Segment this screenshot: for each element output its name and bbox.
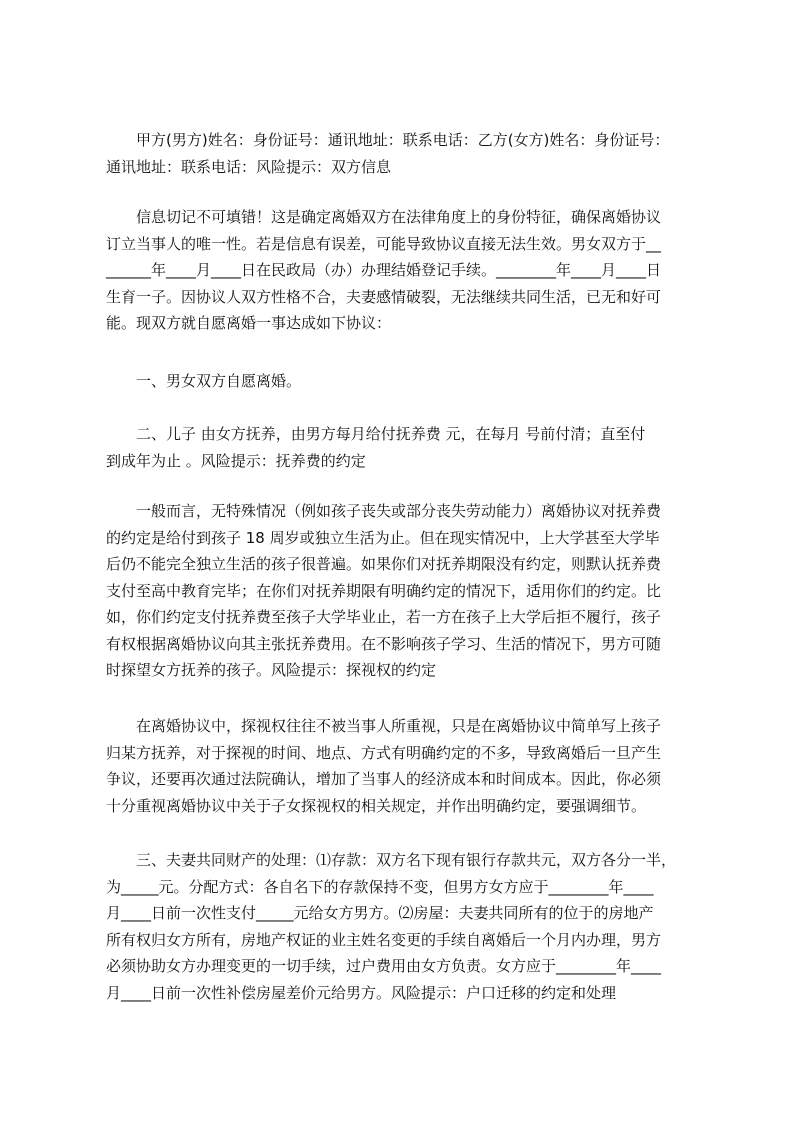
- text-line: 有权根据离婚协议向其主张抚养费用。在不影响孩子学习、生活的情况下，男方可随: [106, 634, 662, 653]
- text-line: 甲方(男方)姓名：身份证号：通讯地址：联系电话：乙方(女方)姓名：身份证号：: [136, 131, 670, 149]
- paragraph-info-warning: [106, 204, 698, 337]
- paragraph-clause-2: [106, 421, 698, 474]
- text-line: 如，你们约定支付抚养费至孩子大学毕业止，若一方在孩子上大学后拒不履行，孩子: [106, 608, 662, 626]
- text-line: ______年____月____日在民政局（办）办理结婚登记手续。________年____月____日: [106, 261, 662, 279]
- text-line: 的约定是给付到孩子 18 周岁或独立生活为止。但在现实情况中，上大学甚至大学毕: [106, 528, 660, 547]
- text-line: 后仍不能完全独立生活的孩子很普遍。如果你们对抚养期限没有约定，则默认抚养费: [106, 555, 662, 573]
- text-line: 时探望女方抚养的孩子。风险提示：探视权的约定: [106, 661, 437, 679]
- text-line: 争议，还要再次通过法院确认，增加了当事人的经济成本和时间成本。因此，你必须: [106, 770, 662, 788]
- text-line: 能。现双方就自愿离婚一事达成如下协议：: [106, 314, 392, 332]
- text-line: 十分重视离婚协议中关于子女探视权的相关规定，并作出明确约定，要强调细节。: [106, 796, 647, 815]
- paragraph-clause-3: [106, 847, 698, 1006]
- paragraph-support-explanation: [106, 498, 698, 684]
- text-line: 订立当事人的唯一性。若是信息有误差，可能导致协议直接无法生效。男女双方于__: [106, 234, 662, 253]
- text-line: 生育一子。因协议人双方性格不合，夫妻感情破裂，无法继续共同生活，已无和好可: [106, 287, 662, 306]
- text-line: 在离婚协议中，探视权往往不被当事人所重视，只是在离婚协议中简单写上孩子: [136, 717, 662, 735]
- text-line: 支付至高中教育完毕；在你们对抚养期限有明确约定的情况下，适用你们的约定。比: [106, 581, 662, 600]
- text-line: 为_____元。分配方式：各自名下的存款保持不变，但男方女方应于________年____: [106, 877, 654, 896]
- text-line: 一般而言，无特殊情况（例如孩子丧失或部分丧失劳动能力）离婚协议对抚养费: [136, 502, 662, 520]
- text-line: 月____日前一次性补偿房屋差价元给男方。风险提示：户口迁移的约定和处理: [106, 983, 617, 1002]
- text-line: 到成年为止 。风险提示：抚养费的约定: [106, 451, 366, 470]
- paragraph-party-info: [106, 127, 698, 180]
- paragraph-clause-1: [106, 368, 698, 395]
- text-line: 一、男女双方自愿离婚。: [136, 372, 302, 390]
- text-line: 归某方抚养，对于探视的时间、地点、方式有明确约定的不多，导致离婚后一旦产生: [106, 743, 662, 762]
- text-line: 通讯地址：联系电话：风险提示：双方信息: [106, 157, 392, 176]
- text-line: 信息切记不可填错！这是确定离婚双方在法律角度上的身份特征，确保离婚协议: [136, 208, 662, 226]
- text-line: 二、儿子 由女方抚养，由男方每月给付抚养费 元，在每月 号前付清；直至付: [136, 425, 646, 443]
- paragraph-visitation: [106, 713, 698, 819]
- text-line: 所有权归女方所有，房地产权证的业主姓名变更的手续自离婚后一个月内办理，男方: [106, 930, 662, 949]
- text-line: 三、夫妻共同财产的处理：⑴存款：双方名下现有银行存款共元，双方各分一半，: [136, 851, 677, 869]
- text-line: 必须协助女方办理变更的一切手续，过户费用由女方负责。女方应于________年____: [106, 957, 662, 975]
- text-line: 月____日前一次性支付_____元给女方男方。⑵房屋：夫妻共同所有的位于的房地产: [106, 904, 654, 922]
